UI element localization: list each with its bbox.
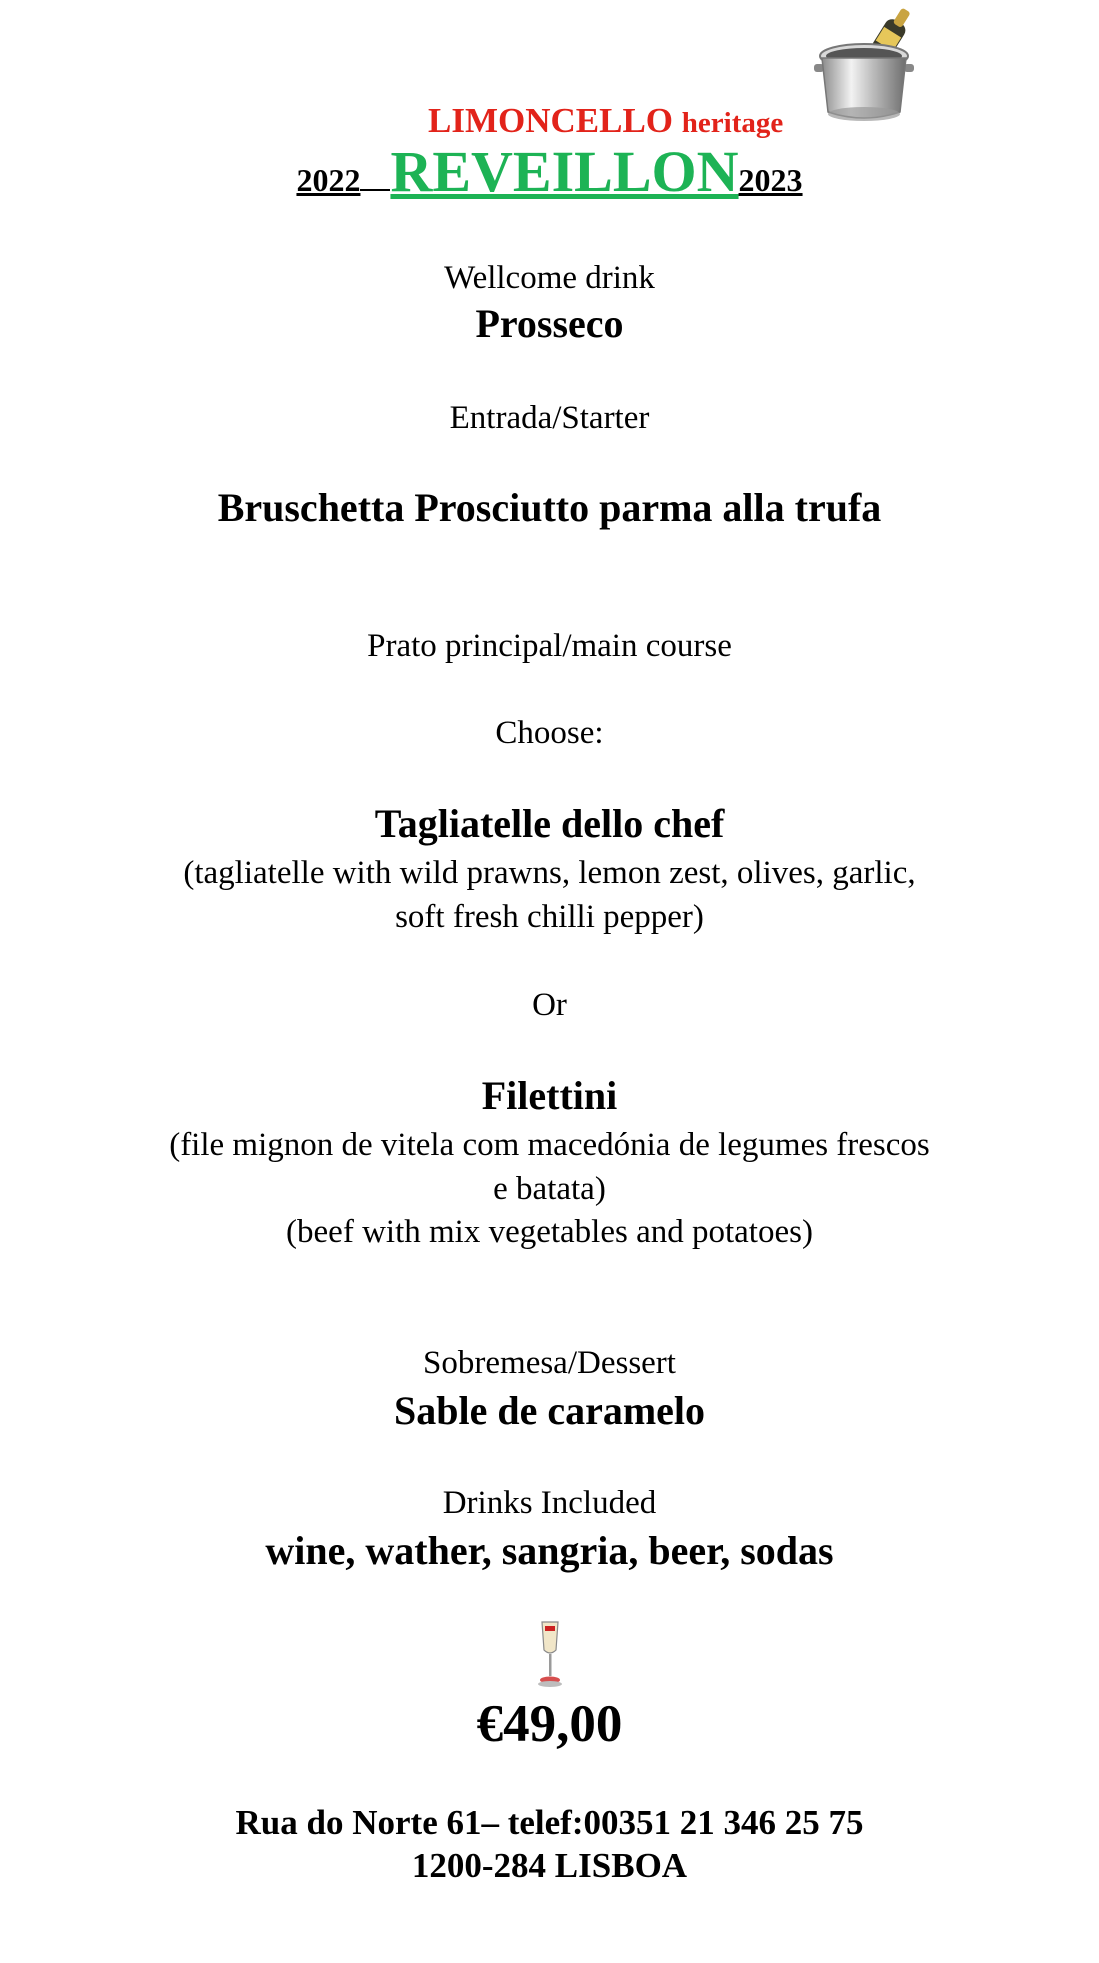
dessert-label: Sobremesa/Dessert (423, 1345, 676, 1381)
title-reveillon: REVEILLON (390, 139, 739, 204)
footer-address: Rua do Norte 61– telef:00351 21 346 25 75 (235, 1803, 864, 1842)
main-label: Prato principal/main course (367, 628, 732, 664)
option1-name: Tagliatelle dello chef (374, 801, 725, 846)
dessert-item: Sable de caramelo (393, 1388, 706, 1433)
main-choose: Choose: (495, 715, 604, 751)
option2-desc-line1: (file mignon de vitela com macedónia de legumes frescos (169, 1127, 930, 1163)
welcome-item: Prosseco (475, 301, 624, 346)
brand-main: LIMONCELLO (428, 101, 674, 140)
champagne-bucket-icon (812, 8, 922, 126)
starter-label: Entrada/Starter (449, 400, 650, 436)
welcome-label: Wellcome drink (444, 260, 655, 296)
year-end: 2023 (738, 162, 803, 198)
champagne-glass-icon (536, 1620, 564, 1690)
page-title (0, 139, 1099, 204)
price: €49,00 (476, 1695, 623, 1753)
starter-item: Bruschetta Prosciutto parma alla trufa (217, 485, 882, 530)
option2-desc-line2: e batata) (493, 1171, 606, 1207)
drinks-label: Drinks Included (442, 1485, 657, 1521)
option2-name: Filettini (481, 1073, 618, 1118)
year-start: 2022 (296, 162, 361, 198)
or-separator: Or (532, 987, 567, 1023)
title-underline-gap (360, 188, 390, 191)
option2-desc-line3: (beef with mix vegetables and potatoes) (286, 1214, 813, 1250)
option1-desc-line2: soft fresh chilli pepper) (395, 899, 704, 935)
brand-name (428, 103, 783, 138)
brand-suffix: heritage (681, 107, 784, 139)
footer-city: 1200-284 LISBOA (411, 1846, 688, 1885)
option1-desc-line1: (tagliatelle with wild prawns, lemon zest, olives, garlic, (183, 855, 916, 891)
drinks-items: wine, wather, sangria, beer, sodas (265, 1528, 834, 1573)
